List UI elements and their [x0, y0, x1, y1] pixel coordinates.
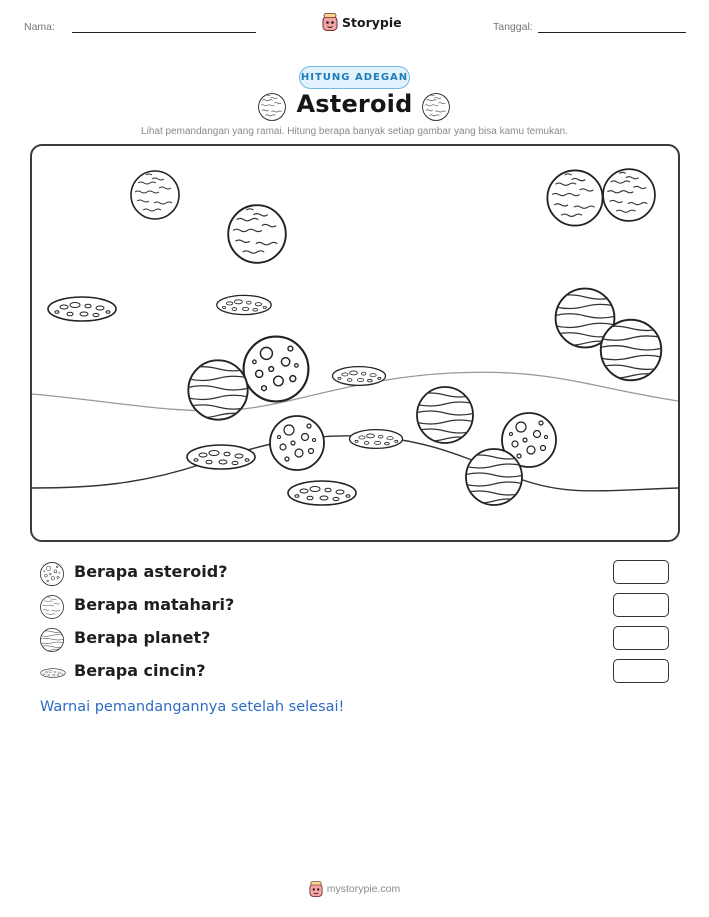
sun-icon: [547, 170, 602, 225]
coloring-note: Warnai pemandangannya setelah selesai!: [40, 699, 345, 715]
question-text: Berapa asteroid?: [74, 562, 228, 581]
planet-icon: [599, 320, 664, 380]
asteroid-icon: [270, 416, 324, 470]
footer-url[interactable]: mystorypie.com: [326, 883, 401, 895]
sun-icon: [422, 93, 450, 121]
ring-icon: [349, 430, 402, 449]
answer-box-sun[interactable]: [613, 593, 669, 617]
asteroid-icon: [244, 337, 309, 402]
question-row-planet: [40, 626, 670, 652]
mascot-icon: [309, 880, 323, 898]
ring-icon: [40, 661, 66, 685]
question-row-asteroid: [40, 560, 670, 586]
date-label: Tanggal:: [493, 21, 533, 33]
asteroid-icon: [40, 562, 64, 586]
question-text: Berapa planet?: [74, 628, 211, 647]
ring-icon: [288, 481, 356, 505]
date-field-line[interactable]: [538, 32, 686, 33]
page-title: Asteroid: [296, 90, 413, 118]
ring-icon: [187, 445, 255, 469]
instructions: Lihat pemandangan yang ramai. Hitung berapa banyak setiap gambar yang bisa kamu temukan.: [141, 126, 568, 137]
brand-name: Storypie: [342, 14, 402, 30]
activity-badge: HITUNG ADEGAN: [299, 66, 410, 89]
sun-icon: [131, 171, 179, 219]
sun-icon: [228, 205, 286, 263]
scene-illustration: [32, 146, 678, 540]
name-field-line[interactable]: [72, 32, 256, 33]
answer-box-planet[interactable]: [613, 626, 669, 650]
planet-icon: [464, 449, 524, 505]
answer-box-ring[interactable]: [613, 659, 669, 683]
ring-icon: [48, 297, 116, 321]
question-row-ring: [40, 659, 670, 685]
planet-icon: [186, 360, 250, 419]
footer: [0, 880, 709, 898]
mascot-icon: [322, 12, 338, 32]
planet-icon: [415, 387, 475, 443]
question-row-sun: [40, 593, 670, 619]
ring-icon: [217, 295, 271, 314]
ring-icon: [332, 367, 385, 386]
brand-logo: [322, 12, 402, 32]
name-label: Nama:: [24, 21, 55, 33]
sun-icon: [40, 595, 64, 619]
sun-icon: [603, 169, 655, 221]
planet-icon: [40, 628, 64, 652]
question-text: Berapa cincin?: [74, 661, 206, 680]
counting-scene[interactable]: [30, 144, 680, 542]
answer-box-asteroid[interactable]: [613, 560, 669, 584]
question-text: Berapa matahari?: [74, 595, 235, 614]
